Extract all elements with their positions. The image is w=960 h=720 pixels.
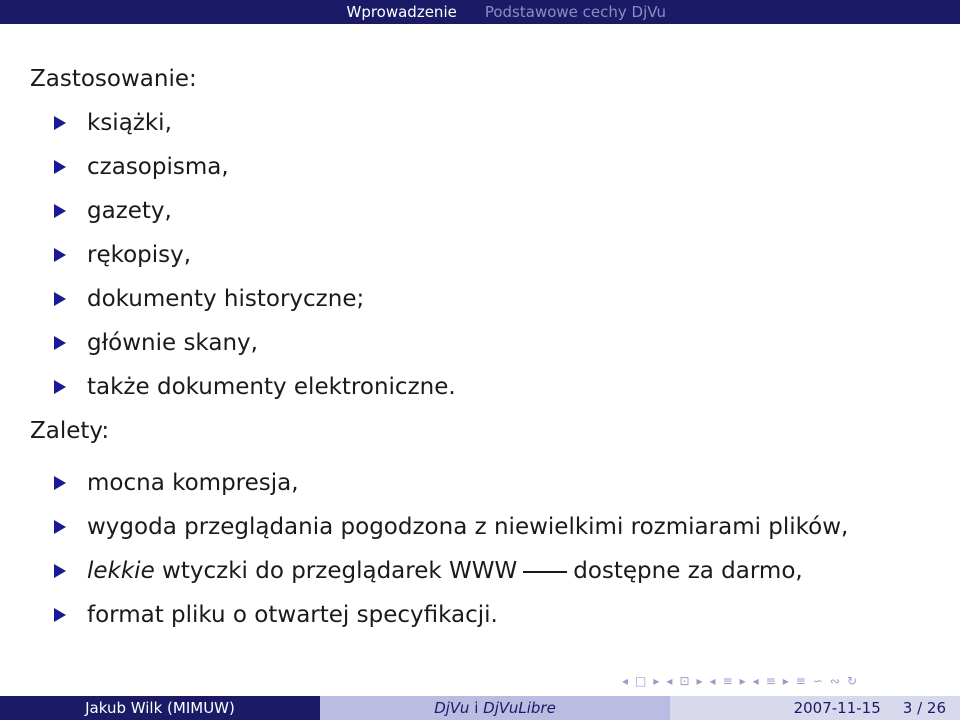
em-dash [523,571,567,573]
footer-page-number: 3 / 26 [902,699,946,717]
nav-next-frame-icon[interactable]: ▸ [653,674,660,688]
nav-next-doc-icon[interactable]: ▸ [782,674,789,688]
nav-subsection-icon[interactable]: ⊡ [679,674,690,688]
nav-prev-section-icon[interactable]: ◂ [709,674,716,688]
nav-toc-icon[interactable]: ≡ [795,674,806,688]
footer-title [320,696,670,720]
nav-next-section-icon[interactable]: ▸ [739,674,746,688]
nav-prev-frame-icon[interactable]: ◂ [622,674,629,688]
section-link-wprowadzenie[interactable]: Wprowadzenie [346,3,457,21]
bullet-triangle-icon [54,248,66,262]
list-item-text: gazety, [87,198,172,224]
heading-zastosowanie: Zastosowanie: [30,66,197,92]
nav-search-icon[interactable]: ↻ [846,674,858,688]
bullet-triangle-icon [54,520,66,534]
nav-next-subsection-icon[interactable]: ▸ [696,674,703,688]
list-item [30,600,930,630]
nav-section-icon[interactable]: ≡ [722,674,733,688]
list-item-text: głównie skany, [87,330,258,356]
nav-prev-doc-icon[interactable]: ◂ [752,674,759,688]
footer-title-and: i [469,699,484,717]
list-item [30,372,930,402]
list-item-text: także dokumenty elektroniczne. [87,374,456,400]
bullet-triangle-icon [54,336,66,350]
list-item [30,468,930,498]
list-item [30,240,930,270]
heading-zalety: Zalety: [30,418,110,444]
list-item [30,108,930,138]
bullet-triangle-icon [54,380,66,394]
bullet-triangle-icon [54,292,66,306]
list-item-text: wtyczki do przeglądarek WWW [162,558,518,584]
nav-back-icon[interactable]: ∽ [812,674,823,688]
list-zalety [30,468,930,630]
list-item-text: książki, [87,110,172,136]
list-item [30,328,930,358]
footer-date: 2007-11-15 [793,699,881,717]
footer-bar [0,696,960,720]
headline-bar [0,0,960,24]
list-item-text: dostępne za darmo, [573,558,803,584]
list-item [30,196,930,226]
navigation-symbols [622,674,857,688]
list-item-text: dokumenty historyczne; [87,286,365,312]
bullet-triangle-icon [54,204,66,218]
bullet-triangle-icon [54,564,66,578]
bullet-triangle-icon [54,160,66,174]
list-item-text: format pliku o otwartej specyfikacji. [87,602,498,628]
footer-author: Jakub Wilk (MIMUW) [0,696,320,720]
list-item-text: mocna kompresja, [87,470,299,496]
list-item-text: rękopisy, [87,242,192,268]
section-link-podstawowe-cechy[interactable]: Podstawowe cechy DjVu [484,3,666,21]
footer-title-djvulibre: DjVuLibre [483,699,556,717]
list-item-text: wygoda przeglądania pogodzona z niewielkimi rozmiarami plików, [87,514,849,540]
list-item [30,556,930,586]
list-item-italic-text: lekkie [87,558,155,584]
nav-prev-subsection-icon[interactable]: ◂ [666,674,673,688]
bullet-triangle-icon [54,608,66,622]
list-item [30,152,930,182]
slide-frame [30,64,930,630]
list-zastosowanie [30,108,930,402]
footer-meta [670,696,960,720]
nav-doc-icon[interactable]: ≡ [765,674,776,688]
nav-forward-icon[interactable]: ∾ [829,674,840,688]
list-item-text: czasopisma, [87,154,229,180]
footer-title-djvu: DjVu [434,699,470,717]
bullet-triangle-icon [54,476,66,490]
bullet-triangle-icon [54,116,66,130]
nav-frame-icon[interactable]: □ [635,674,647,688]
list-item [30,284,930,314]
list-item [30,512,930,542]
